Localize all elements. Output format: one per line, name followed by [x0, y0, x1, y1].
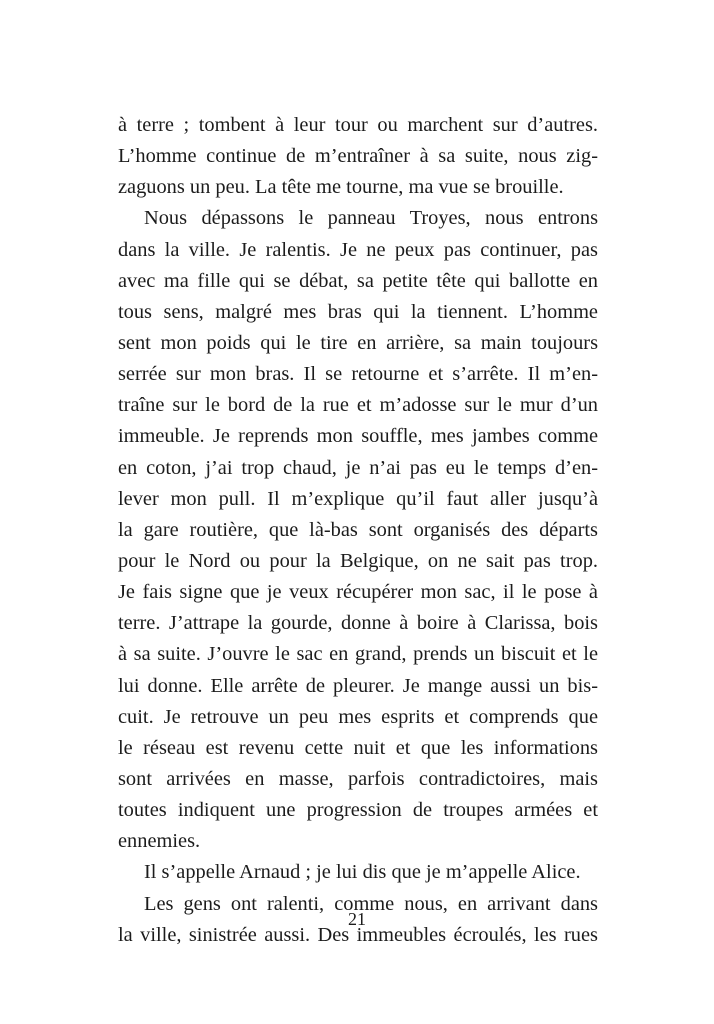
text-line: ennemies.	[118, 830, 201, 853]
page-number: 21	[348, 909, 366, 929]
paragraph-start-line: Nous dépassons le panneau Troyes, nous entrons	[144, 207, 598, 230]
text-line: toutes indiquent une progression de troupes armées et	[118, 799, 598, 822]
text-line: sont arrivées en masse, parfois contradictoires, mais	[118, 767, 598, 790]
body-text	[118, 110, 598, 951]
text-line: à sa suite. J’ouvre le sac en grand, prends un biscuit et le	[118, 643, 598, 666]
text-line: terre. J’attrape la gourde, donne à boire à Clarissa, bois	[118, 612, 598, 635]
text-line: cuit. Je retrouve un peu mes esprits et comprends que	[118, 705, 598, 728]
text-line: pour le Nord ou pour la Belgique, on ne sait pas trop.	[118, 549, 598, 572]
text-line: serrée sur mon bras. Il se retourne et s’arrête. Il m’en-	[118, 363, 598, 386]
text-line: dans la ville. Je ralentis. Je ne peux pas continuer, pas	[118, 238, 598, 261]
text-line: à terre ; tombent à leur tour ou marchent sur d’autres.	[118, 114, 598, 136]
text-line: sent mon poids qui le tire en arrière, sa main toujours	[118, 331, 598, 354]
text-line: lui donne. Elle arrête de pleurer. Je mange aussi un bis-	[118, 674, 598, 697]
text-line: immeuble. Je reprends mon souffle, mes jambes comme	[118, 425, 598, 448]
text-line: traîne sur le bord de la rue et m’adosse sur le mur d’un	[118, 394, 598, 417]
text-line: L’homme continue de m’entraîner à sa suite, nous zig-	[118, 145, 598, 168]
text-line: zaguons un peu. La tête me tourne, ma vue se brouille.	[118, 176, 564, 199]
paragraph-start-line: Les gens ont ralenti, comme nous, en arrivant dans	[144, 892, 598, 915]
text-line: tous sens, malgré mes bras qui la tiennent. L’homme	[118, 300, 598, 323]
paragraph-start-line: Il s’appelle Arnaud ; je lui dis que je m’appelle Alice.	[144, 861, 581, 884]
text-line: lever mon pull. Il m’explique qu’il faut aller jusqu’à	[118, 487, 598, 510]
text-line: le réseau est revenu cette nuit et que les informations	[118, 736, 598, 759]
text-line: la ville, sinistrée aussi. Des immeubles écroulés, les rues	[118, 923, 598, 946]
text-line: en coton, j’ai trop chaud, je n’ai pas eu le temps d’en-	[118, 456, 598, 479]
text-line: Je fais signe que je veux récupérer mon sac, il le pose à	[118, 581, 598, 604]
text-line: la gare routière, que là-bas sont organisés des départs	[118, 518, 598, 541]
text-line: avec ma fille qui se débat, sa petite tête qui ballotte en	[118, 269, 598, 292]
